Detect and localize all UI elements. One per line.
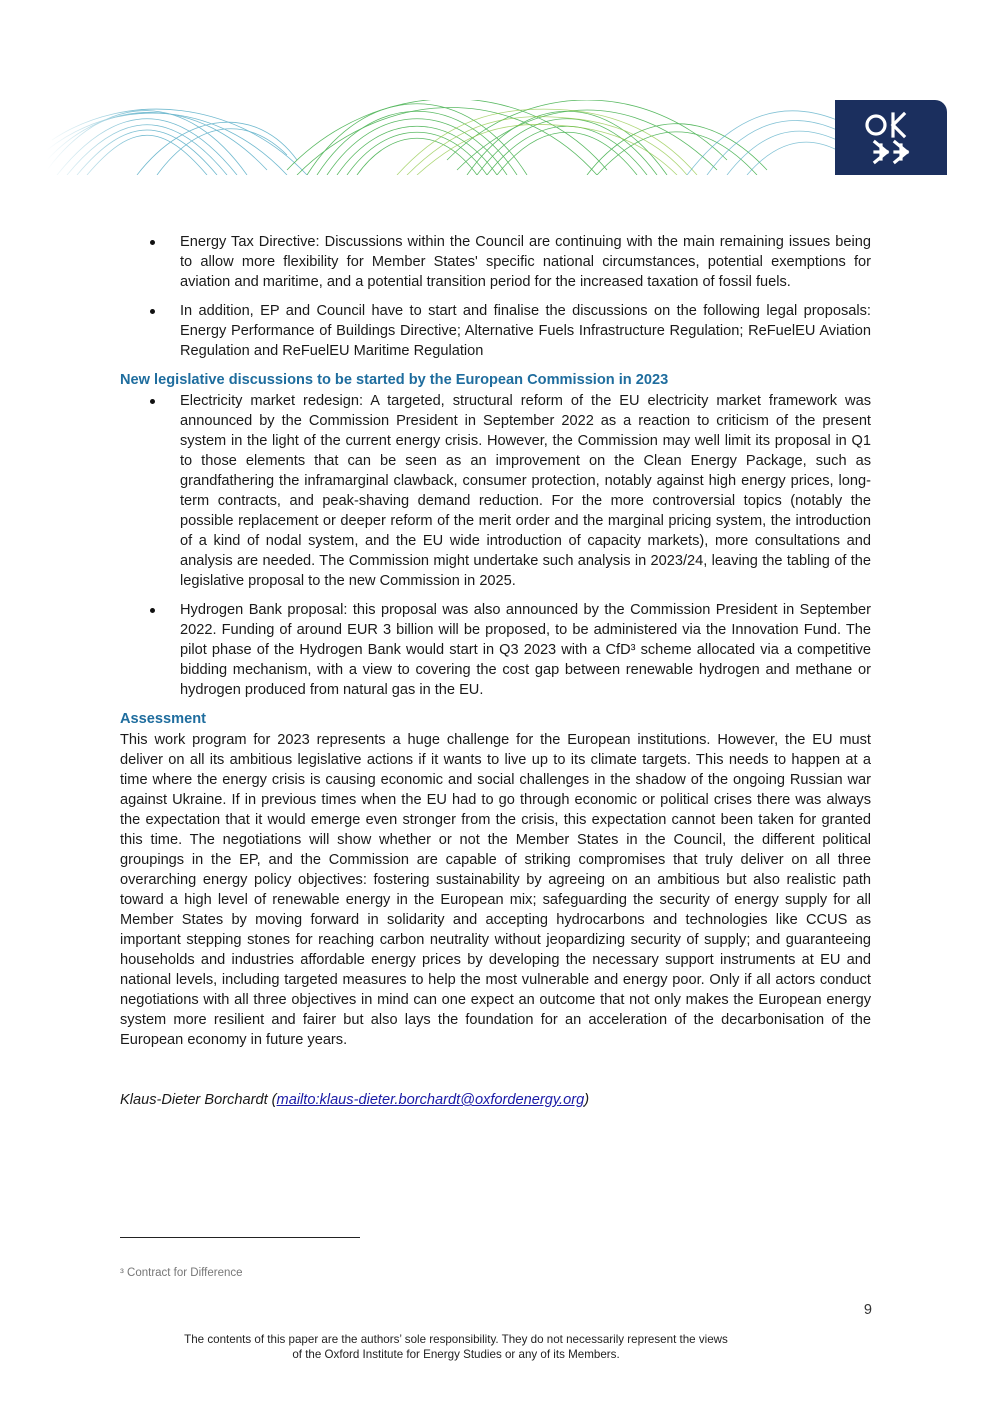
header-banner	[47, 100, 947, 175]
list-item	[120, 232, 871, 292]
bullet-icon	[150, 608, 155, 613]
author-email-link[interactable]: mailto:klaus-dieter.borchardt@oxfordenergy.org	[276, 1092, 585, 1108]
section-heading-assessment: Assessment	[120, 711, 206, 727]
bullet-icon	[150, 309, 155, 314]
bullet-icon	[150, 240, 155, 245]
wave-pattern-graphic	[47, 100, 837, 175]
section-heading-new-legislation: New legislative discussions to be started by the European Commission in 2023	[120, 372, 669, 388]
bullet-list-new-legislation	[120, 391, 871, 700]
bullet-text: Energy Tax Directive: Discussions within the Council are continuing with the main remaining issues being to allow more flexibility for Member States' specific national circumstances, potential exemptions for aviation and maritime, and a potential transition period for the increased taxation of fossil fuels.	[180, 234, 871, 290]
oies-logo	[835, 100, 947, 175]
disclaimer-line-1: The contents of this paper are the authors’ sole responsibility. They do not necessarily represent the views	[184, 1333, 728, 1346]
logo-mark-icon	[835, 100, 947, 175]
list-item	[120, 600, 871, 700]
list-item	[120, 301, 871, 361]
assessment-paragraph: This work program for 2023 represents a huge challenge for the European institutions. However, the EU must deliver on all its ambitious legislative actions if it wants to live up to its climate targets. This needs to happen at a time where the energy crisis is causing economic and social challenges in the shadow of the ongoing Russian war against Ukraine. If in previous times when the EU had to go through economic or political crises there was always the expectation that it would emerge even stronger from the crisis, this expectation cannot been taken for granted this time. The negotiations will show whether or not the Member States in the Council, the different political groupings in the EP, and the Commission are capable of striking compromises that truly deliver on all three overarching energy policy objectives: fostering sustainability by agreeing on an ambitious but also realistic path toward a high level of renewable energy in the European mix; safeguarding the security of energy supply for all Member States by moving forward in solidarity and accepting hydrocarbons and technologies like CCUS as important stepping stones for reaching carbon neutrality without jeopardizing security of supply; and guaranteeing households and industries affordable energy prices by developing the necessary support instruments at EU and national levels, including targeted measures to help the most vulnerable and energy poor. Only if all actors conduct negotiations with all three objectives in mind can one expect an outcome that not only makes the European energy system more resilient and fairer but also lays the foundation for an acceleration of the decarbonisation of the European economy in future years.	[120, 732, 871, 1048]
bullet-text: Hydrogen Bank proposal: this proposal was also announced by the Commission President in September 2022. Funding of around EUR 3 billion will be proposed, to be administered via the Innovation Fund. The pilot phase of the Hydrogen Bank would start in Q3 2023 with a CfD³ scheme allocated via a competitive bidding mechanism, with a view to covering the cost gap between renewable hydrogen and methane or hydrogen produced from natural gas in the EU.	[180, 602, 871, 698]
author-name: Klaus-Dieter Borchardt (	[120, 1092, 277, 1108]
footnote-divider	[120, 1237, 360, 1238]
footer-disclaimer	[96, 1332, 816, 1362]
bullet-list-top	[120, 232, 871, 361]
footnote: ³ Contract for Difference	[120, 1267, 243, 1279]
disclaimer-line-2: of the Oxford Institute for Energy Studies or any of its Members.	[292, 1348, 620, 1361]
bullet-text: Electricity market redesign: A targeted, structural reform of the EU electricity market framework was announced by the Commission President in September 2022 as a reaction to criticism of the present system in the light of the current energy crisis. However, the Commission may well limit its proposal in Q1 to those elements that can be seen as an improvement on the Clean Energy Package, such as grandfathering the inframarginal clawback, consumer protection, notably against high energy prices, long-term contracts, and peak-shaving demand reduction. For the more controversial topics (notably the possible replacement or deeper reform of the merit order and the marginal pricing system, the introduction of a kind of nodal system, and the EU wide introduction of capacity markets), more consultations and analysis are needed. The Commission might undertake such analysis in 2023/24, leaving the tabling of the legislative proposal to the new Commission in 2025.	[180, 393, 871, 589]
author-close-paren: )	[584, 1092, 590, 1108]
bullet-icon	[150, 399, 155, 404]
author-line	[120, 1090, 871, 1110]
page-number: 9	[863, 1302, 872, 1318]
bullet-text: In addition, EP and Council have to start and finalise the discussions on the following legal proposals: Energy Performance of Buildings Directive; Alternative Fuels Infrastructure Regulation; ReFuelEU Aviation Regulation and ReFuelEU Maritime Regulation	[180, 303, 871, 359]
document-body	[120, 232, 871, 1110]
list-item	[120, 391, 871, 591]
